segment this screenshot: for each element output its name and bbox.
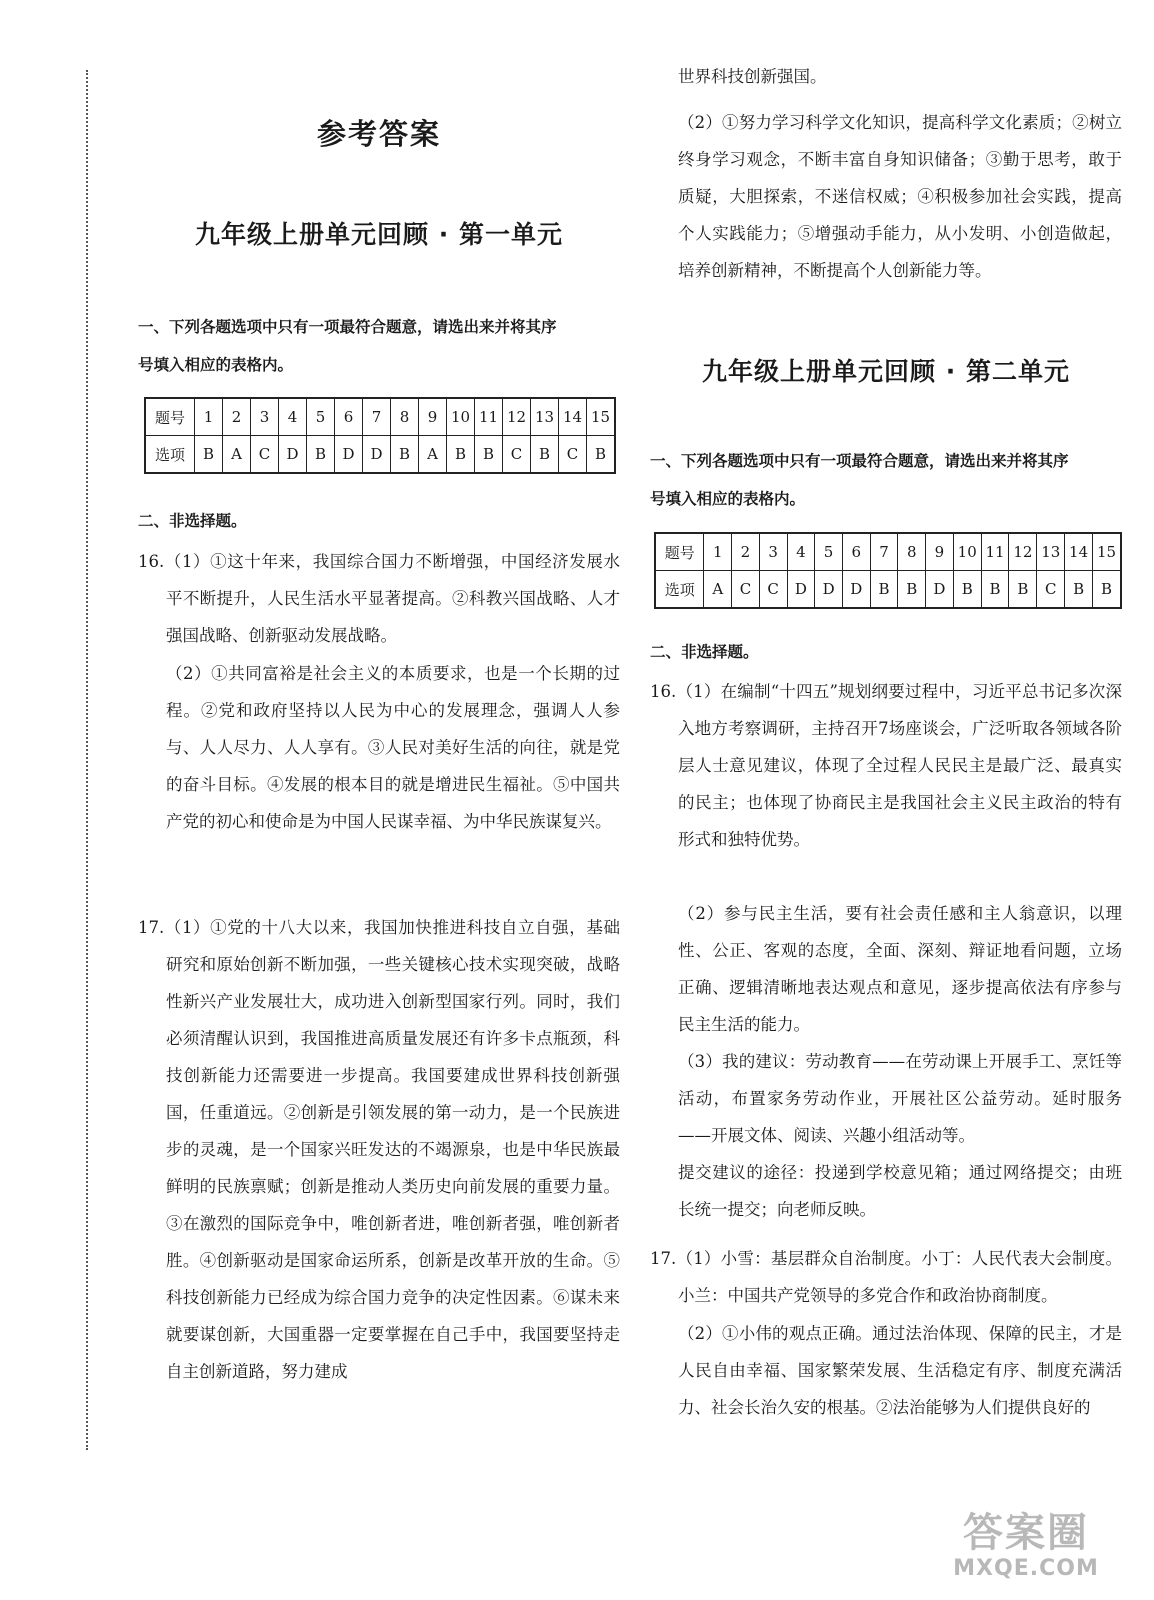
answer-choice-cell: C: [732, 571, 760, 609]
unit2-section1-heading-line2: 号填入相应的表格内。: [650, 490, 806, 508]
answer-choice-cell: D: [787, 571, 815, 609]
unit2-q17-part2: （2）①小伟的观点正确。通过法治体现、保障的民主，才是人民自由幸福、国家繁荣发展、生活稳定有序、制度充满活力、社会长治久安的根基。②法治能够为人们提供良好的: [678, 1324, 1122, 1417]
unit1-q17-part1-continued: 世界科技创新强国。: [678, 67, 827, 86]
question-number-cell: 12: [503, 398, 531, 436]
answer-choice-cell: A: [419, 436, 447, 474]
unit2-section1-heading-line1: 一、下列各题选项中只有一项最符合题意，请选出来并将其序: [650, 452, 1069, 470]
question-number-cell: 1: [195, 398, 223, 436]
answer-choice-cell: D: [363, 436, 391, 474]
answer-choice-cell: B: [870, 571, 898, 609]
answer-choice-cell: A: [704, 571, 732, 609]
question-number-cell: 11: [981, 533, 1009, 571]
unit2-q16-part3: （3）我的建议：劳动教育——在劳动课上开展手工、烹饪等活动，布置家务劳动作业，开展社区公益劳动。延时服务——开展文体、阅读、兴趣小组活动等。: [678, 1052, 1122, 1145]
unit2-answer-table: [654, 532, 1122, 609]
question-number-cell: 8: [898, 533, 926, 571]
answer-choice-cell: D: [815, 571, 843, 609]
unit2-table-answer-row: [655, 571, 1121, 609]
answer-choice-cell: B: [1065, 571, 1093, 609]
question-number-cell: 5: [815, 533, 843, 571]
watermark-logo-text: 答案圈: [963, 1510, 1089, 1556]
table-header-number: 题号: [655, 533, 704, 571]
answer-choice-cell: D: [279, 436, 307, 474]
answer-choice-cell: A: [223, 436, 251, 474]
unit2-title: 九年级上册单元回顾 · 第二单元: [702, 357, 1070, 386]
question-number-cell: 13: [1037, 533, 1065, 571]
question-number-cell: 7: [870, 533, 898, 571]
binding-margin-rule: [86, 70, 88, 1450]
question-number-cell: 1: [704, 533, 732, 571]
question-number-cell: 6: [842, 533, 870, 571]
answer-choice-cell: D: [842, 571, 870, 609]
unit1-answer-table: [144, 397, 616, 474]
watermark-url: MXQE.COM: [953, 1556, 1099, 1581]
answer-choice-cell: B: [1093, 571, 1122, 609]
answer-choice-cell: D: [335, 436, 363, 474]
question-number-cell: 2: [732, 533, 760, 571]
question-number-cell: 8: [391, 398, 419, 436]
question-number-cell: 10: [953, 533, 981, 571]
question-number-cell: 15: [1093, 533, 1122, 571]
unit2-q16-part3-submission: 提交建议的途径：投递到学校意见箱；通过网络提交；由班长统一提交；向老师反映。: [678, 1163, 1122, 1219]
unit2-q16-part2: （2）参与民主生活，要有社会责任感和主人翁意识，以理性、公正、客观的态度，全面、深刻、辩证地看问题，立场正确、逻辑清晰地表达观点和意见，逐步提高依法有序参与民主生活的能力。: [678, 904, 1122, 1034]
question-number-cell: 6: [335, 398, 363, 436]
answer-choice-cell: B: [531, 436, 559, 474]
answer-choice-cell: B: [953, 571, 981, 609]
unit1-section1-heading-line1: 一、下列各题选项中只有一项最符合题意，请选出来并将其序: [138, 318, 557, 336]
question-number-cell: 2: [223, 398, 251, 436]
table-header-answer: 选项: [145, 436, 195, 474]
question-number-cell: 9: [419, 398, 447, 436]
question-number-cell: 13: [531, 398, 559, 436]
question-number-cell: 4: [279, 398, 307, 436]
answer-choice-cell: D: [926, 571, 954, 609]
answer-choice-cell: C: [503, 436, 531, 474]
question-number-cell: 4: [787, 533, 815, 571]
answer-choice-cell: C: [251, 436, 279, 474]
answer-choice-cell: B: [475, 436, 503, 474]
unit1-section2-heading: 二、非选择题。: [138, 512, 247, 530]
question-number-cell: 10: [447, 398, 475, 436]
answer-choice-cell: B: [195, 436, 223, 474]
table-header-number: 题号: [145, 398, 195, 436]
answer-choice-cell: B: [1009, 571, 1037, 609]
question-number-cell: 3: [759, 533, 787, 571]
unit2-section2-heading: 二、非选择题。: [650, 643, 759, 661]
unit2-table-number-row: [655, 533, 1121, 571]
question-number-cell: 5: [307, 398, 335, 436]
unit1-q16-part2: （2）①共同富裕是社会主义的本质要求，也是一个长期的过程。②党和政府坚持以人民为中心的发展理念，强调人人参与、人人尽力、人人享有。③人民对美好生活的向往，就是党的奋斗目标。④发展的根本目的就是增进民生福祉。⑤中国共产党的初心和使命是为中国人民谋幸福、为中华民族谋复兴。: [166, 664, 620, 831]
unit1-q17-part1: 17.（1）①党的十八大以来，我国加快推进科技自立自强，基础研究和原始创新不断加强，一些关键核心技术实现突破，战略性新兴产业发展壮大，成功进入创新型国家行列。同时，我们必须清醒认识到，我国推进高质量发展还有许多卡点瓶颈，科技创新能力还需要进一步提高。我国要建成世界科技创新强国，任重道远。②创新是引领发展的第一动力，是一个民族进步的灵魂，是一个国家兴旺发达的不竭源泉，也是中华民族最鲜明的民族禀赋；创新是推动人类历史向前发展的重要力量。③在激烈的国际竞争中，唯创新者进，唯创新者强，唯创新者胜。④创新驱动是国家命运所系，创新是改革开放的生命。⑤科技创新能力已经成为综合国力竞争的决定性因素。⑥谋未来就要谋创新，大国重器一定要掌握在自己手中，我国要坚持走自主创新道路，努力建成: [138, 918, 620, 1381]
site-watermark: [926, 1510, 1126, 1590]
question-number-cell: 14: [1065, 533, 1093, 571]
question-number-cell: 15: [587, 398, 616, 436]
unit2-q16-part1: 16.（1）在编制“十四五”规划纲要过程中，习近平总书记多次深入地方考察调研，主持召开7场座谈会，广泛听取各领域各阶层人士意见建议，体现了全过程人民民主是最广泛、最真实的民主；也体现了协商民主是我国社会主义民主政治的特有形式和独特优势。: [650, 682, 1122, 849]
unit1-table-answer-row: [145, 436, 615, 474]
unit1-q16-part1: 16.（1）①这十年来，我国综合国力不断增强，中国经济发展水平不断提升，人民生活水平显著提高。②科教兴国战略、人才强国战略、创新驱动发展战略。: [138, 552, 620, 645]
unit1-table-number-row: [145, 398, 615, 436]
unit1-q17-part2: （2）①努力学习科学文化知识，提高科学文化素质；②树立终身学习观念，不断丰富自身知识储备；③勤于思考，敢于质疑，大胆探索，不迷信权威；④积极参加社会实践，提高个人实践能力；⑤增强动手能力，从小发明、小创造做起，培养创新精神，不断提高个人创新能力等。: [678, 113, 1122, 280]
answer-choice-cell: C: [559, 436, 587, 474]
page-title: 参考答案: [316, 117, 441, 151]
answer-choice-cell: B: [447, 436, 475, 474]
question-number-cell: 9: [926, 533, 954, 571]
table-header-answer: 选项: [655, 571, 704, 609]
answer-choice-cell: B: [981, 571, 1009, 609]
answer-choice-cell: C: [1037, 571, 1065, 609]
answer-choice-cell: B: [391, 436, 419, 474]
answer-choice-cell: B: [587, 436, 616, 474]
question-number-cell: 12: [1009, 533, 1037, 571]
question-number-cell: 14: [559, 398, 587, 436]
answer-choice-cell: B: [898, 571, 926, 609]
unit2-q17-part1: 17.（1）小雪：基层群众自治制度。小丁：人民代表大会制度。小兰：中国共产党领导的多党合作和政治协商制度。: [650, 1249, 1122, 1305]
question-number-cell: 11: [475, 398, 503, 436]
question-number-cell: 3: [251, 398, 279, 436]
unit1-title: 九年级上册单元回顾 · 第一单元: [195, 220, 563, 249]
unit1-section1-heading-line2: 号填入相应的表格内。: [138, 356, 294, 374]
answer-choice-cell: C: [759, 571, 787, 609]
question-number-cell: 7: [363, 398, 391, 436]
answer-choice-cell: B: [307, 436, 335, 474]
